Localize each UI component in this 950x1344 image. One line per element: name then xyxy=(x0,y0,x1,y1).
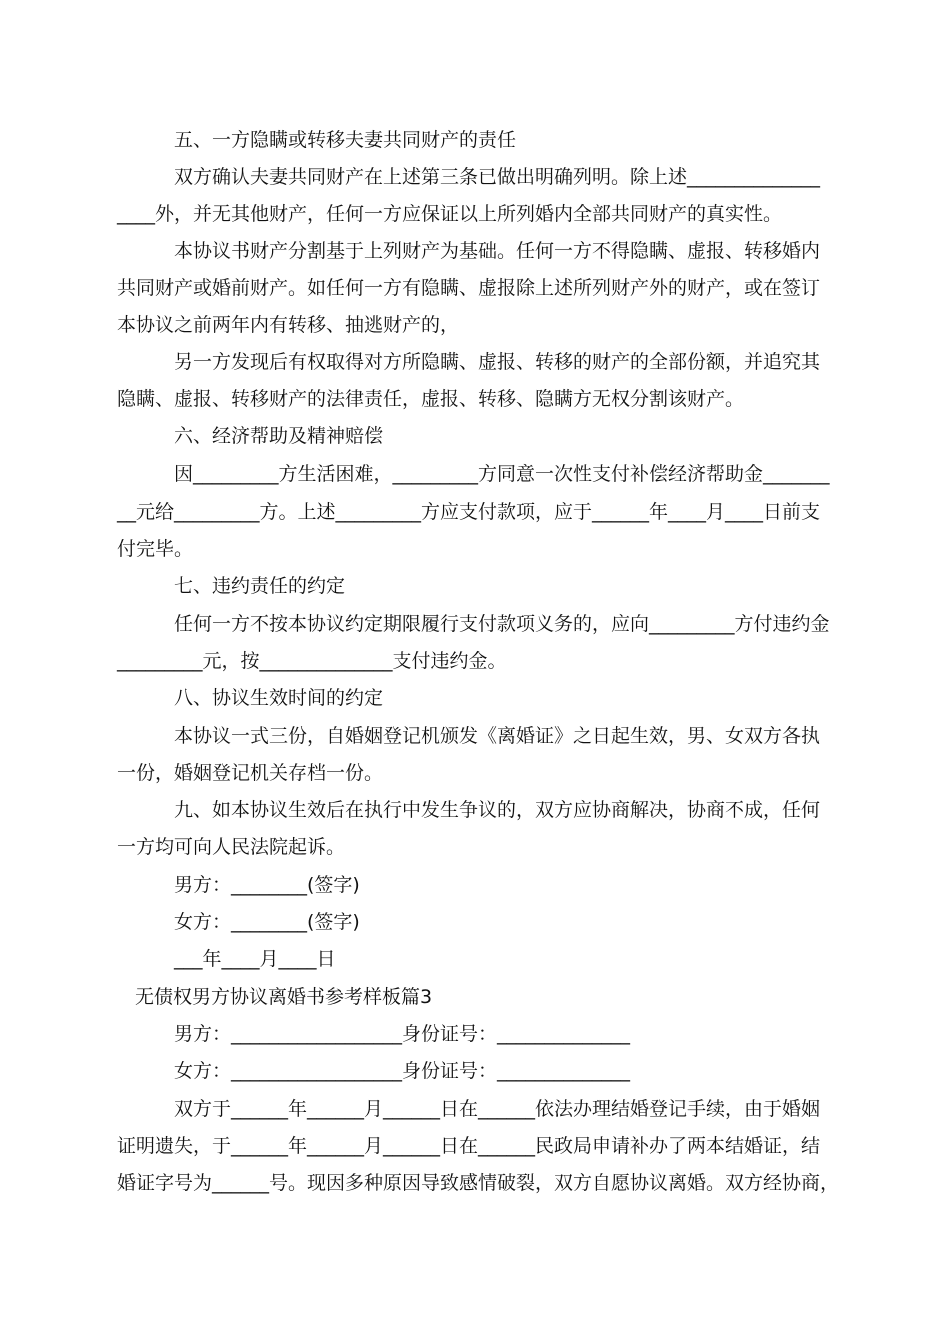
paragraph-line: 共同财产或婚前财产。如任何一方有隐瞒、虚报除上述所列财产外的财产，或在签订 xyxy=(117,277,821,299)
wife-signature: 女方：________(签字) xyxy=(174,911,360,933)
signature-date: ___年____月____日 xyxy=(174,948,336,970)
article-3-title: 无债权男方协议离婚书参考样板篇3 xyxy=(135,986,433,1008)
paragraph-line: 本协议之前两年内有转移、抽逃财产的， xyxy=(117,314,460,336)
paragraph-line: 证明遗失，于______年______月______日在______民政局申请补办了两本结婚证，结 xyxy=(117,1135,821,1157)
section-9-paragraph: 九、如本协议生效后在执行中发生争议的，双方应协商解决，协商不成，任何 xyxy=(174,799,821,821)
paragraph-line: 付完毕。 xyxy=(117,538,194,560)
paragraph-line: 任何一方不按本协议约定期限履行支付款项义务的，应向_________方付违约金 xyxy=(174,613,830,635)
paragraph-line: 本协议一式三份，自婚姻登记机颁发《离婚证》之日起生效，男、女双方各执 xyxy=(174,725,821,747)
husband-id-line: 男方：__________________身份证号：______________ xyxy=(174,1023,631,1045)
paragraph-line: 本协议书财产分割基于上列财产为基础。任何一方不得隐瞒、虚报、转移婚内 xyxy=(174,240,821,262)
paragraph-line: 双方于______年______月______日在______依法办理结婚登记手续，由于婚姻 xyxy=(174,1098,821,1120)
paragraph-line: __元给_________方。上述_________方应支付款项，应于______年____月____日前支 xyxy=(117,501,821,523)
section-6-heading: 六、经济帮助及精神赔偿 xyxy=(174,425,384,447)
husband-signature: 男方：________(签字) xyxy=(174,874,360,896)
wife-id-line: 女方：__________________身份证号：______________ xyxy=(174,1060,631,1082)
paragraph-line: 一方均可向人民法院起诉。 xyxy=(117,836,346,858)
paragraph-line: 婚证字号为______号。现因多种原因导致感情破裂，双方自愿协议离婚。双方经协商， xyxy=(117,1172,840,1194)
paragraph-line: 双方确认夫妻共同财产在上述第三条已做出明确列明。除上述______________ xyxy=(174,166,821,188)
paragraph-line: ____外，并无其他财产，任何一方应保证以上所列婚内全部共同财产的真实性。 xyxy=(117,203,783,225)
section-7-heading: 七、违约责任的约定 xyxy=(174,575,346,597)
paragraph-line: _________元，按______________支付违约金。 xyxy=(117,650,507,672)
paragraph-line: 隐瞒、虚报、转移财产的法律责任，虚报、转移、隐瞒方无权分割该财产。 xyxy=(117,388,745,410)
paragraph-line: 因_________方生活困难，_________方同意一次性支付补偿经济帮助金_______ xyxy=(174,463,830,485)
paragraph-line: 另一方发现后有权取得对方所隐瞒、虚报、转移的财产的全部份额，并追究其 xyxy=(174,351,821,373)
section-8-heading: 八、协议生效时间的约定 xyxy=(174,687,384,709)
section-5-heading: 五、一方隐瞒或转移夫妻共同财产的责任 xyxy=(174,129,517,151)
paragraph-line: 一份，婚姻登记机关存档一份。 xyxy=(117,762,384,784)
